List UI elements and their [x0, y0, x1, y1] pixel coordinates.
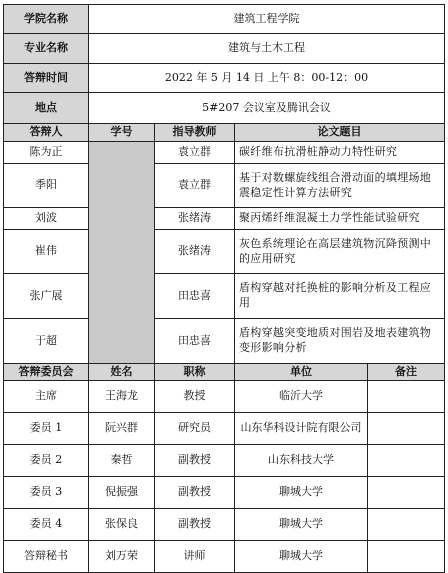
student-row	[4, 164, 445, 208]
committee-name: 刘万荣	[89, 541, 155, 573]
committee-role: 委员 3	[4, 477, 89, 509]
committee-unit: 聊城大学	[235, 541, 368, 573]
committee-role: 主席	[4, 381, 89, 413]
committee-row	[4, 509, 445, 541]
committee-rank: 研究员	[155, 413, 235, 445]
header-student-id: 学号	[89, 124, 155, 142]
committee-note	[368, 381, 445, 413]
student-thesis-title: 基于对数螺旋线组合滑动面的填埋场地震稳定性计算方法研究	[235, 164, 445, 208]
student-name: 张广展	[4, 274, 89, 319]
committee-row	[4, 413, 445, 445]
time-value: 2022 年 5 月 14 日 上午 8：00-12：00	[89, 64, 445, 93]
committee-unit: 山东科技大学	[235, 445, 368, 477]
student-thesis-title: 灰色系统理论在高层建筑物沉降预测中的应用研究	[235, 230, 445, 274]
committee-role: 委员 1	[4, 413, 89, 445]
header-name: 姓名	[89, 364, 155, 381]
student-header-row	[4, 124, 445, 142]
info-row-time	[4, 64, 445, 93]
student-thesis-title: 盾构穿越对托换桩的影响分析及工程应用	[235, 274, 445, 319]
student-name: 于超	[4, 319, 89, 364]
header-thesis-title: 论文题目	[235, 124, 445, 142]
student-advisor: 张绪涛	[155, 230, 235, 274]
committee-unit: 聊城大学	[235, 477, 368, 509]
student-advisor: 袁立群	[155, 164, 235, 208]
student-advisor: 张绪涛	[155, 208, 235, 230]
committee-name: 王海龙	[89, 381, 155, 413]
committee-role: 委员 2	[4, 445, 89, 477]
defense-schedule-document	[3, 4, 444, 573]
committee-rank: 副教授	[155, 509, 235, 541]
committee-note	[368, 413, 445, 445]
place-label: 地点	[4, 93, 89, 124]
committee-name: 阮兴群	[89, 413, 155, 445]
student-name: 刘波	[4, 208, 89, 230]
student-name: 陈为正	[4, 142, 89, 164]
defense-schedule-table	[3, 4, 445, 573]
committee-note	[368, 509, 445, 541]
info-row-major	[4, 34, 445, 64]
student-name: 崔伟	[4, 230, 89, 274]
header-defender: 答辩人	[4, 124, 89, 142]
header-unit: 单位	[235, 364, 368, 381]
student-advisor: 田忠喜	[155, 319, 235, 364]
committee-rank: 讲师	[155, 541, 235, 573]
committee-role: 委员 4	[4, 509, 89, 541]
committee-rank: 副教授	[155, 445, 235, 477]
student-advisor: 袁立群	[155, 142, 235, 164]
committee-note	[368, 445, 445, 477]
college-label: 学院名称	[4, 5, 89, 34]
student-row	[4, 319, 445, 364]
college-value: 建筑工程学院	[89, 5, 445, 34]
committee-name: 倪振强	[89, 477, 155, 509]
student-row	[4, 208, 445, 230]
student-thesis-title: 盾构穿越突变地质对围岩及地表建筑物变形影响分析	[235, 319, 445, 364]
committee-name: 秦哲	[89, 445, 155, 477]
header-rank: 职称	[155, 364, 235, 381]
student-advisor: 田忠喜	[155, 274, 235, 319]
header-note: 备注	[368, 364, 445, 381]
committee-note	[368, 477, 445, 509]
header-advisor: 指导教师	[155, 124, 235, 142]
major-value: 建筑与土木工程	[89, 34, 445, 64]
committee-unit: 山东华科设计院有限公司	[235, 413, 368, 445]
committee-rank: 教授	[155, 381, 235, 413]
committee-unit: 临沂大学	[235, 381, 368, 413]
student-row	[4, 142, 445, 164]
committee-role: 答辩秘书	[4, 541, 89, 573]
student-thesis-title: 聚丙烯纤维混凝土力学性能试验研究	[235, 208, 445, 230]
committee-row	[4, 477, 445, 509]
committee-name: 张保良	[89, 509, 155, 541]
student-row	[4, 230, 445, 274]
student-thesis-title: 碳纤维布抗滑桩静动力特性研究	[235, 142, 445, 164]
student-id-redacted	[89, 142, 155, 364]
committee-rank: 副教授	[155, 477, 235, 509]
time-label: 答辩时间	[4, 64, 89, 93]
student-row	[4, 274, 445, 319]
committee-row	[4, 445, 445, 477]
committee-unit: 聊城大学	[235, 509, 368, 541]
header-committee: 答辩委员会	[4, 364, 89, 381]
major-label: 专业名称	[4, 34, 89, 64]
student-name: 季阳	[4, 164, 89, 208]
place-value: 5#207 会议室及腾讯会议	[89, 93, 445, 124]
info-row-college	[4, 5, 445, 34]
committee-header-row	[4, 364, 445, 381]
committee-row	[4, 381, 445, 413]
info-row-place	[4, 93, 445, 124]
